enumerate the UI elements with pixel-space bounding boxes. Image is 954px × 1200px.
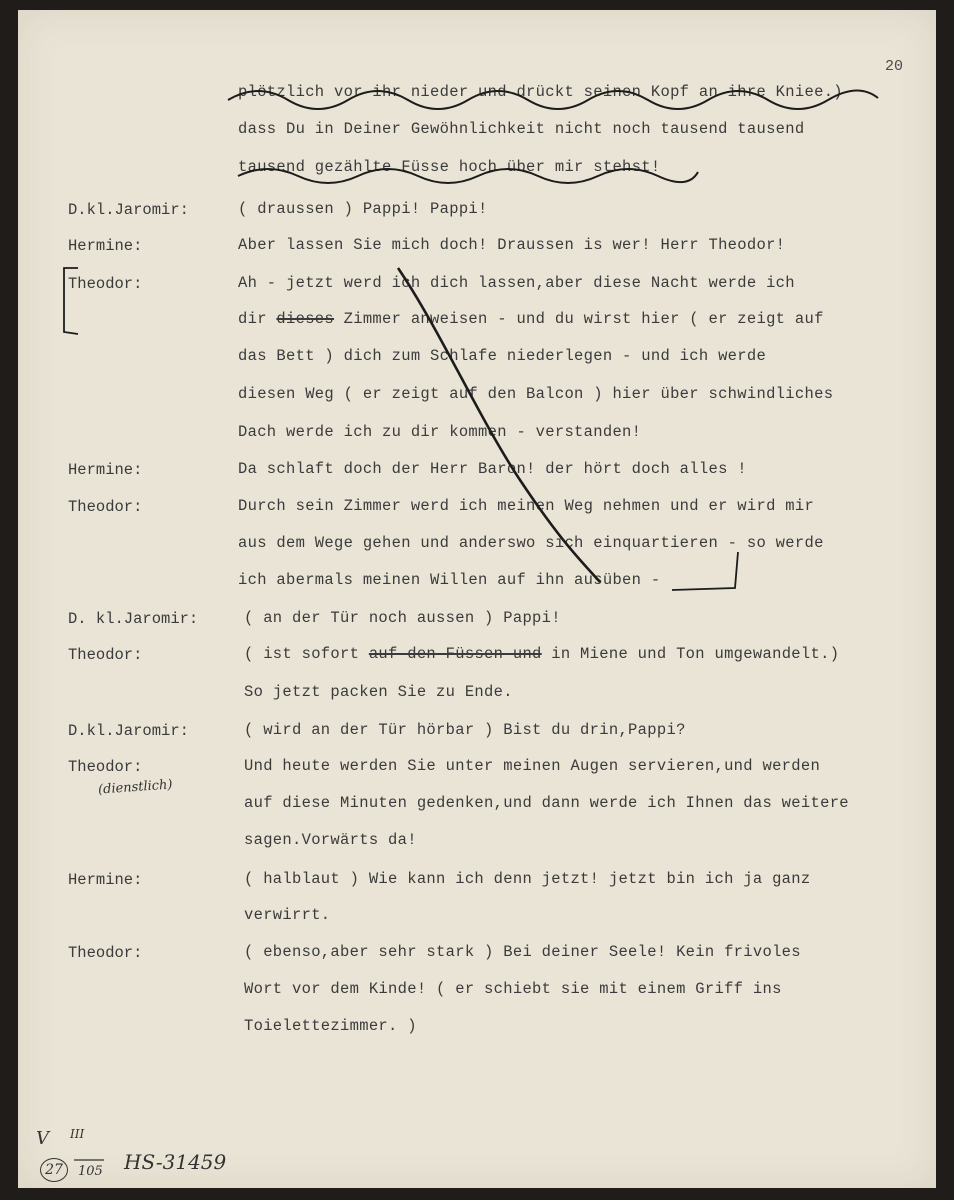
- text-segment: So jetzt packen Sie zu Ende.: [244, 683, 513, 701]
- text-segment: ( draussen ) Pappi! Pappi!: [238, 200, 488, 218]
- text-segment: Wort vor dem Kinde! ( er schiebt sie mit einem Griff ins: [244, 980, 782, 998]
- speaker-label: Hermine:: [68, 871, 143, 889]
- text-segment: ich abermals meinen Willen auf ihn ausüben -: [238, 571, 661, 589]
- speaker-label: Theodor:: [68, 758, 143, 776]
- speaker-label: Theodor:: [68, 498, 143, 516]
- text-segment: ( an der Tür noch aussen ) Pappi!: [244, 609, 561, 627]
- text-segment: auf diese Minuten gedenken,und dann werde ich Ihnen das weitere: [244, 794, 849, 812]
- text-segment: Toielettezimmer. ): [244, 1017, 417, 1035]
- left-bracket: [64, 268, 78, 334]
- speaker-label: D.kl.Jaromir:: [68, 201, 189, 219]
- text-segment: plötzlich vor ihr nieder und drückt seinen Kopf an ihre Kniee.): [238, 83, 843, 101]
- text-segment: Zimmer anweisen - und du wirst hier ( er zeigt auf: [334, 310, 824, 328]
- speaker-label: D.kl.Jaromir:: [68, 722, 189, 740]
- archive-roman-mark: V: [36, 1128, 49, 1149]
- speaker-label: Hermine:: [68, 461, 143, 479]
- text-segment: sagen.Vorwärts da!: [244, 831, 417, 849]
- archive-circled-number: 27: [40, 1158, 68, 1182]
- archive-fraction-mark: 105: [78, 1164, 103, 1179]
- text-segment: ( halblaut ) Wie kann ich denn jetzt! jetzt bin ich ja ganz: [244, 870, 811, 888]
- text-segment: Und heute werden Sie unter meinen Augen servieren,und werden: [244, 757, 821, 775]
- text-segment: dir: [238, 310, 277, 328]
- text-segment: Durch sein Zimmer werd ich meinen Weg nehmen und er wird mir: [238, 497, 815, 515]
- text-segment: ( ebenso,aber sehr stark ) Bei deiner Seele! Kein frivoles: [244, 943, 801, 961]
- text-segment: Da schlaft doch der Herr Baron! der hört doch alles !: [238, 460, 747, 478]
- text-segment: Aber lassen Sie mich doch! Draussen is wer! Herr Theodor!: [238, 236, 786, 254]
- text-segment: Ah - jetzt werd ich dich lassen,aber diese Nacht werde ich: [238, 274, 795, 292]
- diagonal-cancel-stroke: [398, 268, 600, 582]
- archive-signature: HS-31459: [124, 1150, 227, 1174]
- text-segment: diesen Weg ( er zeigt auf den Balcon ) hier über schwindliches: [238, 385, 834, 403]
- speaker-label: Theodor:: [68, 646, 143, 664]
- text-segment: tausend gezählte Füsse hoch über mir stehst!: [238, 158, 661, 176]
- page-number: 20: [885, 58, 904, 75]
- text-segment: verwirrt.: [244, 906, 331, 924]
- text-segment: ( wird an der Tür hörbar ) Bist du drin,Pappi?: [244, 721, 686, 739]
- struck-text: dieses: [276, 310, 335, 328]
- closing-bracket: [672, 552, 738, 590]
- struck-text: auf den Füssen und: [368, 645, 542, 663]
- speaker-label: Hermine:: [68, 237, 143, 255]
- text-segment: Dach werde ich zu dir kommen - verstanden!: [238, 423, 642, 441]
- wavy-strike-line-1: [228, 90, 878, 109]
- speaker-label: Theodor:: [68, 275, 143, 293]
- handwritten-annotation: (dienstlich): [97, 777, 173, 798]
- text-segment: ( ist sofort: [244, 645, 369, 663]
- archive-roman-sub-mark: III: [70, 1127, 85, 1141]
- speaker-label: D. kl.Jaromir:: [68, 610, 199, 628]
- speaker-label: Theodor:: [68, 944, 143, 962]
- text-segment: aus dem Wege gehen und anderswo sich einquartieren - so werde: [238, 534, 824, 552]
- text-segment: dass Du in Deiner Gewöhnlichkeit nicht noch tausend tausend: [238, 120, 805, 138]
- text-segment: das Bett ) dich zum Schlafe niederlegen - und ich werde: [238, 347, 767, 365]
- wavy-strike-line-3: [238, 169, 698, 183]
- text-segment: in Miene und Ton umgewandelt.): [541, 645, 840, 663]
